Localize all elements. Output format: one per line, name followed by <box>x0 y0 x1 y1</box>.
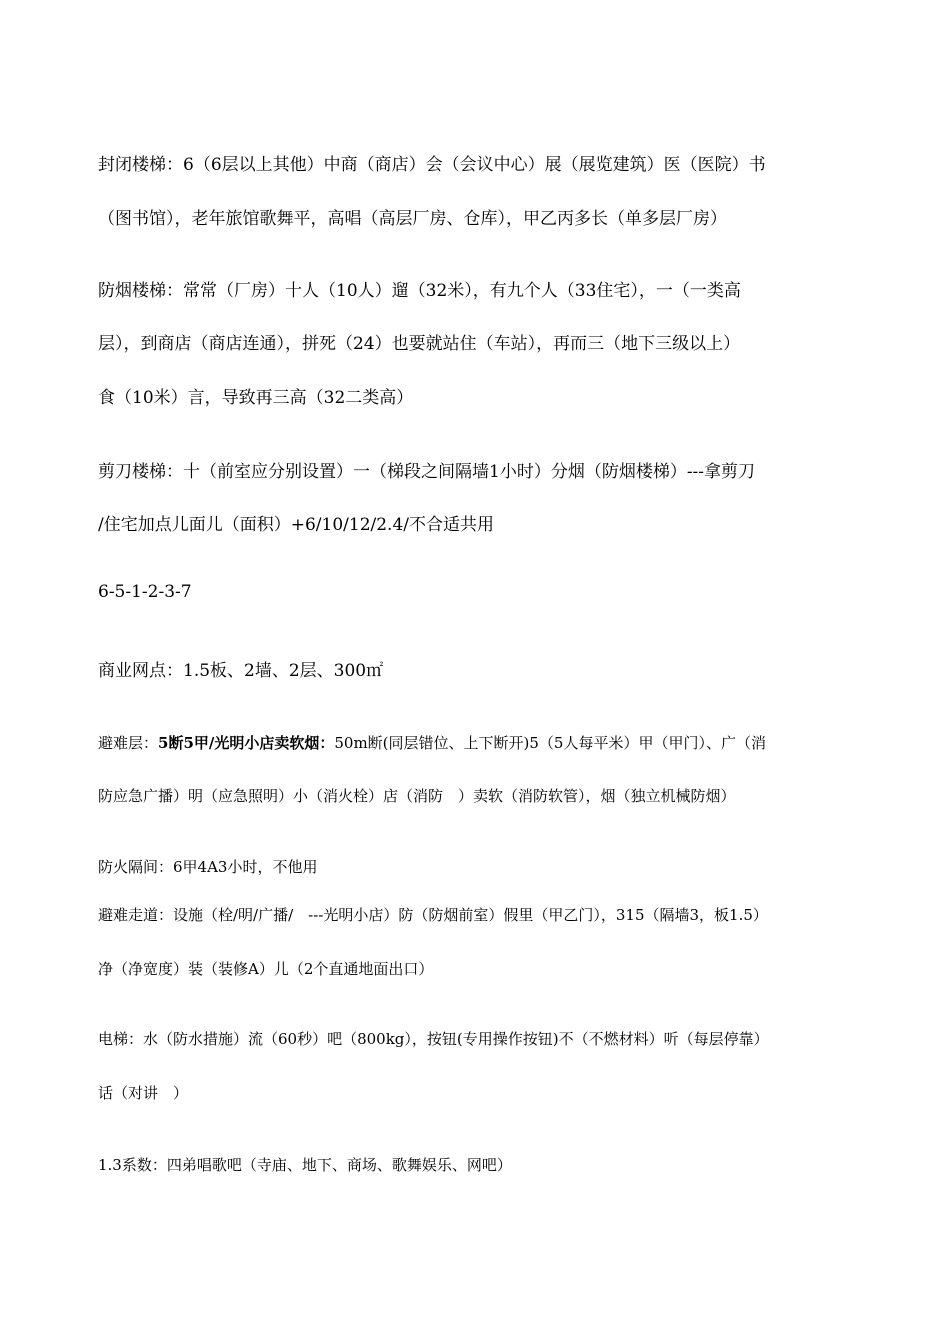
text-line: 防应急广播）明（应急照明）小（消火栓）店（消防 ）卖软（消防软管），烟（独立机械防烟） <box>98 787 736 805</box>
text-line: 防烟楼梯：常常（厂房）十人（10人）遛（32米），有九个人（33住宅），一（一类高 <box>98 281 741 301</box>
refuge-mnemonic: 5断5甲/光明小店卖软烟： <box>158 734 335 752</box>
paragraph-fire-compartment <box>98 856 854 880</box>
paragraph-refuge-floor <box>98 732 854 812</box>
paragraph-coefficient <box>98 1154 854 1178</box>
text-line <box>98 732 766 753</box>
refuge-detail: 50m断(同层错位、上下断开)5（5人每平米）甲（甲门）、广（消 <box>334 734 766 752</box>
text-line: （图书馆），老年旅馆歌舞平，高唱（高层厂房、仓库），甲乙丙多长（单多层厂房） <box>98 209 727 229</box>
paragraph-smokeproof-stairs <box>98 276 854 406</box>
text-line: 层），到商店（商店连通），拼死（24）也要就站住（车站），再而三（地下三级以上） <box>98 334 741 354</box>
refuge-label: 避难层： <box>98 734 159 752</box>
text-line: 6-5-1-2-3-7 <box>98 582 192 602</box>
text-line: 1.3系数：四弟唱歌吧（寺庙、地下、商场、歌舞娱乐、网吧） <box>98 1156 512 1174</box>
text-line: 防火隔间：6甲4A3小时，不他用 <box>98 858 318 876</box>
text-line: 净（净宽度）装（装修A）儿（2个直通地面出口） <box>98 960 434 978</box>
text-line: 话（对讲 ） <box>98 1084 189 1102</box>
paragraph-sequence <box>98 582 854 608</box>
text-line: 商业网点：1.5板、2墙、2层、300㎡ <box>98 661 384 681</box>
text-line: 电梯：水（防水措施）流（60秒）吧（800kg），按钮(专用操作按钮)不（不燃材料）听（每层停靠） <box>98 1030 769 1048</box>
paragraph-refuge-corridor <box>98 904 854 984</box>
text-line: 避难走道：设施（栓/明/广播/ ---光明小店）防（防烟前室）假里（甲乙门），315（隔墙3，板1.5） <box>98 906 768 924</box>
paragraph-commercial-outlet <box>98 656 854 682</box>
text-line: 食（10米）言，导致再三高（32二类高） <box>98 388 414 408</box>
paragraph-scissor-stairs <box>98 457 854 537</box>
paragraph-enclosed-stairs <box>98 150 854 230</box>
text-line: /住宅加点儿面儿（面积）+6/10/12/2.4/不合适共用 <box>98 515 494 535</box>
text-line: 剪刀楼梯：十（前室应分别设置）一（梯段之间隔墙1小时）分烟（防烟楼梯）---拿剪刀 <box>98 462 756 482</box>
text-line: 封闭楼梯：6（6层以上其他）中商（商店）会（会议中心）展（展览建筑）医（医院）书 <box>98 155 766 175</box>
paragraph-elevator <box>98 1028 854 1108</box>
